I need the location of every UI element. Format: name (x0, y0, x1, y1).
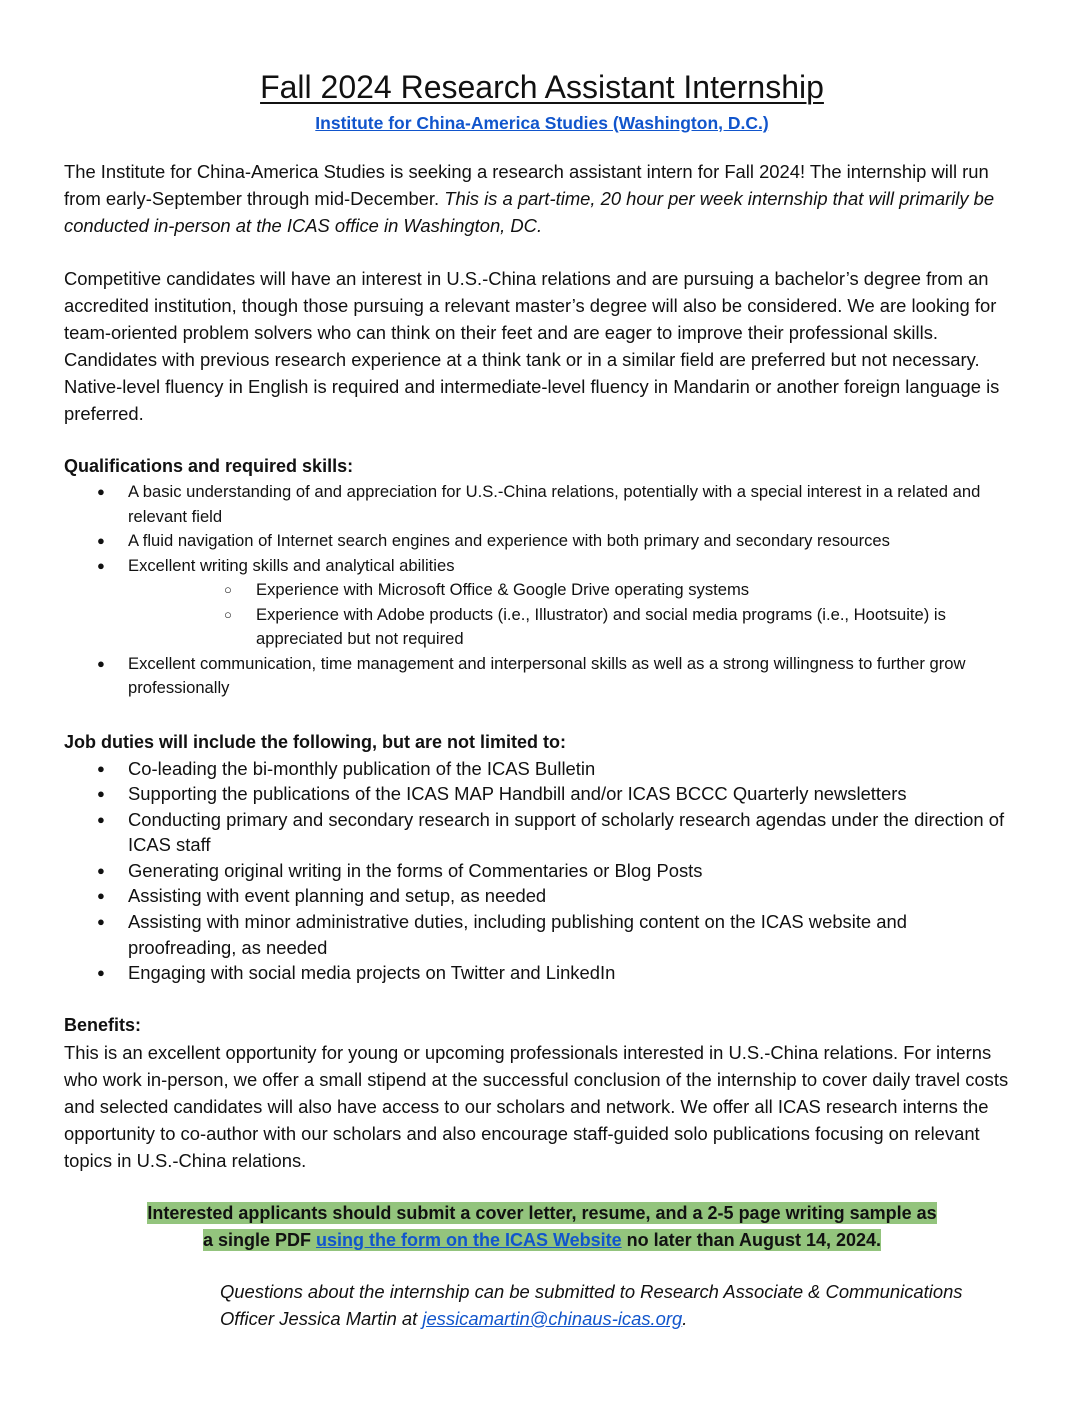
candidates-paragraph: Competitive candidates will have an interest in U.S.-China relations and are pursuing a bachelor’s degree from an accredited institution, though those pursuing a relevant master’s degree will also be considered. We are looking for team-oriented problem solvers who can think on their feet and are eager to improve their professional skills. Candidates with previous research experience at a think tank or in a similar field are preferred but not necessary. Native-level fluency in English is required and intermediate-level fluency in Mandarin or another foreign language is preferred. (64, 268, 1000, 424)
contact-text: Questions about the internship can be submitted to Research Associate & Communications Officer Jessica Martin at (220, 1280, 963, 1329)
contact-paragraph (220, 1278, 1020, 1332)
intro-italic-text: This is a part-time, 20 hour per week internship that will primarily be conducted in-person at the ICAS office in Washington, DC. (64, 188, 995, 236)
qualifications-list (64, 480, 1020, 701)
sub-list-item: ○ Experience with Microsoft Office & Google Drive operating systems (128, 578, 1020, 603)
list-item: ● A basic understanding of and appreciation for U.S.-China relations, potentially with a special interest in a related and relevant field (64, 480, 1020, 529)
institute-link[interactable]: Institute for China-America Studies (Washington, D.C.) (315, 113, 769, 133)
list-item: ● A fluid navigation of Internet search engines and experience with both primary and secondary resources (64, 529, 1020, 554)
intro-text: The Institute for China-America Studies is seeking a research assistant intern for Fall 2024! The internship will run from early-September through mid-December. (64, 161, 989, 209)
contact-email-link[interactable]: jessicamartin@chinaus-icas.org (422, 1307, 683, 1329)
qualifications-heading: Qualifications and required skills: (64, 456, 354, 476)
list-item (64, 554, 1020, 652)
list-item: ● Co-leading the bi-monthly publication of the ICAS Bulletin (64, 756, 1020, 782)
callout-deadline-text: no later than August 14, 2024. (621, 1229, 882, 1250)
duties-list (64, 756, 1020, 986)
intro-paragraph (64, 158, 1020, 239)
list-item-text: Excellent writing skills and analytical abilities (128, 555, 455, 575)
application-callout (64, 1200, 1020, 1254)
duties-heading: Job duties will include the following, but are not limited to: (64, 731, 566, 752)
list-item: ● Assisting with minor administrative duties, including publishing content on the ICAS website and proofreading, as needed (64, 909, 1020, 960)
subtitle (64, 110, 1020, 136)
page-title: Fall 2024 Research Assistant Internship (260, 69, 824, 105)
callout-line-2 (203, 1229, 881, 1251)
callout-pre-text: a single PDF (202, 1229, 316, 1250)
list-item: ● Assisting with event planning and setup, as needed (64, 883, 1020, 909)
sub-list-item: ○ Experience with Adobe products (i.e., Illustrator) and social media programs (i.e., Hootsuite) is appreciated but not required (128, 603, 1020, 652)
list-item: ● Conducting primary and secondary research in support of scholarly research agendas under the direction of ICAS staff (64, 807, 1020, 858)
contact-end: . (682, 1307, 688, 1329)
list-item: ● Generating original writing in the forms of Commentaries or Blog Posts (64, 858, 1020, 884)
qualifications-sublist (128, 578, 1020, 652)
list-item: ● Excellent communication, time management and interpersonal skills as well as a strong willingness to further grow professionally (64, 652, 1020, 701)
benefits-heading: Benefits: (64, 1014, 142, 1035)
benefits-paragraph: This is an excellent opportunity for young or upcoming professionals interested in U.S.-China relations. For interns who work in-person, we offer a small stipend at the successful conclusion of the internship to cover daily travel costs and selected candidates will also have access to our scholars and network. We offer all ICAS research interns the opportunity to co-author with our scholars and also encourage staff-guided solo publications focusing on relevant topics in U.S.-China relations. (64, 1041, 1009, 1171)
callout-line-1: Interested applicants should submit a cover letter, resume, and a 2-5 page writing sample as (147, 1202, 937, 1223)
list-item: ● Engaging with social media projects on Twitter and LinkedIn (64, 960, 1020, 986)
application-form-link[interactable]: using the form on the ICAS Website (315, 1229, 622, 1250)
list-item: ● Supporting the publications of the ICAS MAP Handbill and/or ICAS BCCC Quarterly newsletters (64, 781, 1020, 807)
